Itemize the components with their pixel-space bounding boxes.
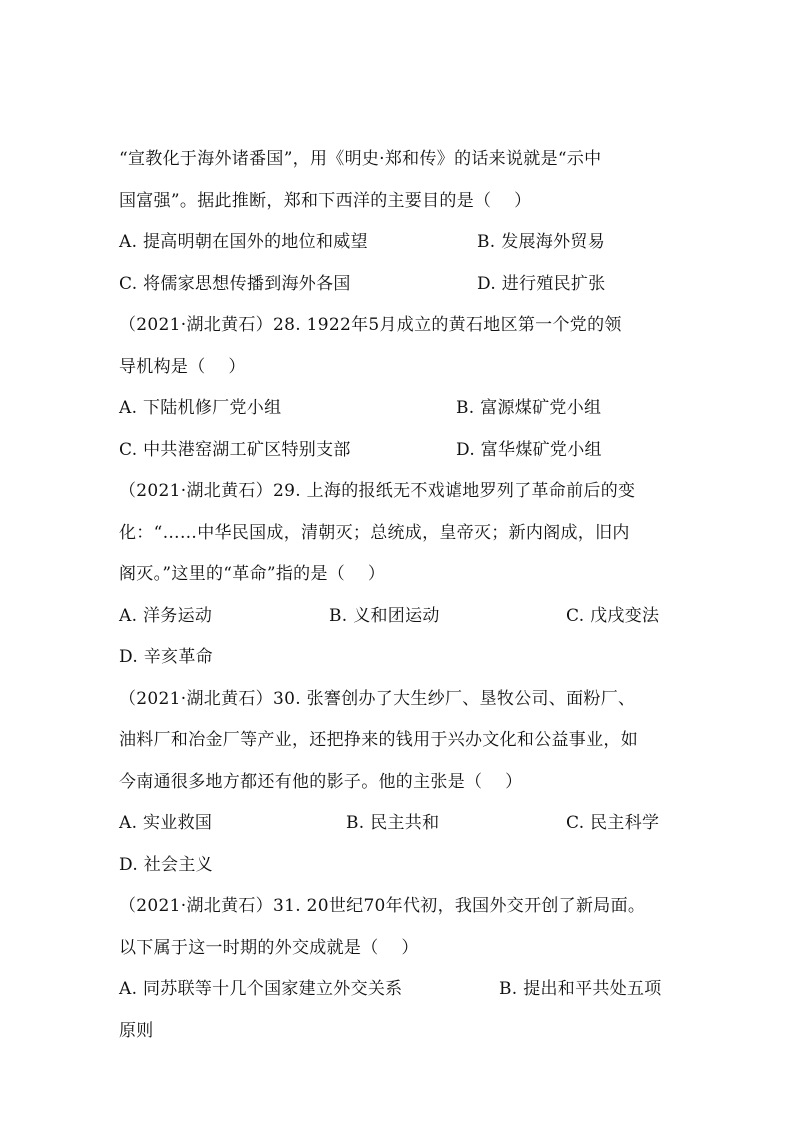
question-30-option-d: D. 社会主义 xyxy=(119,855,213,875)
question-27-option-d: D. 进行殖民扩张 xyxy=(477,274,606,294)
question-27-option-b: B. 发展海外贸易 xyxy=(477,232,605,252)
question-31-option-b-continued: 原则 xyxy=(119,1021,154,1041)
question-28-text-line-1: （2021·湖北黄石）28. 1922年5月成立的黄石地区第一个党的领 xyxy=(119,315,622,335)
question-29-option-a: A. 洋务运动 xyxy=(119,606,213,626)
question-27-text-line-1: “宣教化于海外诸番国”，用《明史·郑和传》的话来说就是“示中 xyxy=(119,149,602,169)
question-29-text-line-3: 阁灭。”这里的“革命”指的是（ ） xyxy=(119,564,386,584)
question-31-option-a: A. 同苏联等十几个国家建立外交关系 xyxy=(119,979,403,999)
question-31-option-b: B. 提出和平共处五项 xyxy=(499,979,662,999)
question-27-option-a: A. 提高明朝在国外的地位和威望 xyxy=(119,232,368,252)
question-28-option-b: B. 富源煤矿党小组 xyxy=(456,398,602,418)
question-30-option-b: B. 民主共和 xyxy=(346,813,440,833)
question-29-option-d: D. 辛亥革命 xyxy=(119,647,213,667)
question-31-text-line-2: 以下属于这一时期的外交成就是（ ） xyxy=(119,938,419,958)
question-29-option-c: C. 戊戌变法 xyxy=(566,606,660,626)
question-27-text-line-2: 国富强”。据此推断，郑和下西洋的主要目的是（ ） xyxy=(119,191,532,211)
question-28-option-a: A. 下陆机修厂党小组 xyxy=(119,398,282,418)
question-28-option-d: D. 富华煤矿党小组 xyxy=(456,440,602,460)
question-29-option-b: B. 义和团运动 xyxy=(329,606,440,626)
question-30-text-line-1: （2021·湖北黄石）30. 张謇创办了大生纱厂、垦牧公司、面粉厂、 xyxy=(119,689,636,709)
question-30-text-line-3: 今南通很多地方都还有他的影子。他的主张是（ ） xyxy=(119,772,523,792)
question-28-text-line-2: 导机构是（ ） xyxy=(119,357,246,377)
question-27-option-c: C. 将儒家思想传播到海外各国 xyxy=(119,274,351,294)
question-31-text-line-1: （2021·湖北黄石）31. 20世纪70年代初，我国外交开创了新局面。 xyxy=(119,896,646,916)
question-28-option-c: C. 中共港窑湖工矿区特别支部 xyxy=(119,440,351,460)
question-30-option-a: A. 实业救国 xyxy=(119,813,213,833)
question-30-option-c: C. 民主科学 xyxy=(566,813,660,833)
question-29-text-line-2: 化：“……中华民国成，清朝灭；总统成，皇帝灭；新内阁成，旧内 xyxy=(119,523,630,543)
question-30-text-line-2: 油料厂和冶金厂等产业，还把挣来的钱用于兴办文化和公益事业，如 xyxy=(119,730,638,750)
question-29-text-line-1: （2021·湖北黄石）29. 上海的报纸无不戏谑地罗列了革命前后的变 xyxy=(119,481,636,501)
